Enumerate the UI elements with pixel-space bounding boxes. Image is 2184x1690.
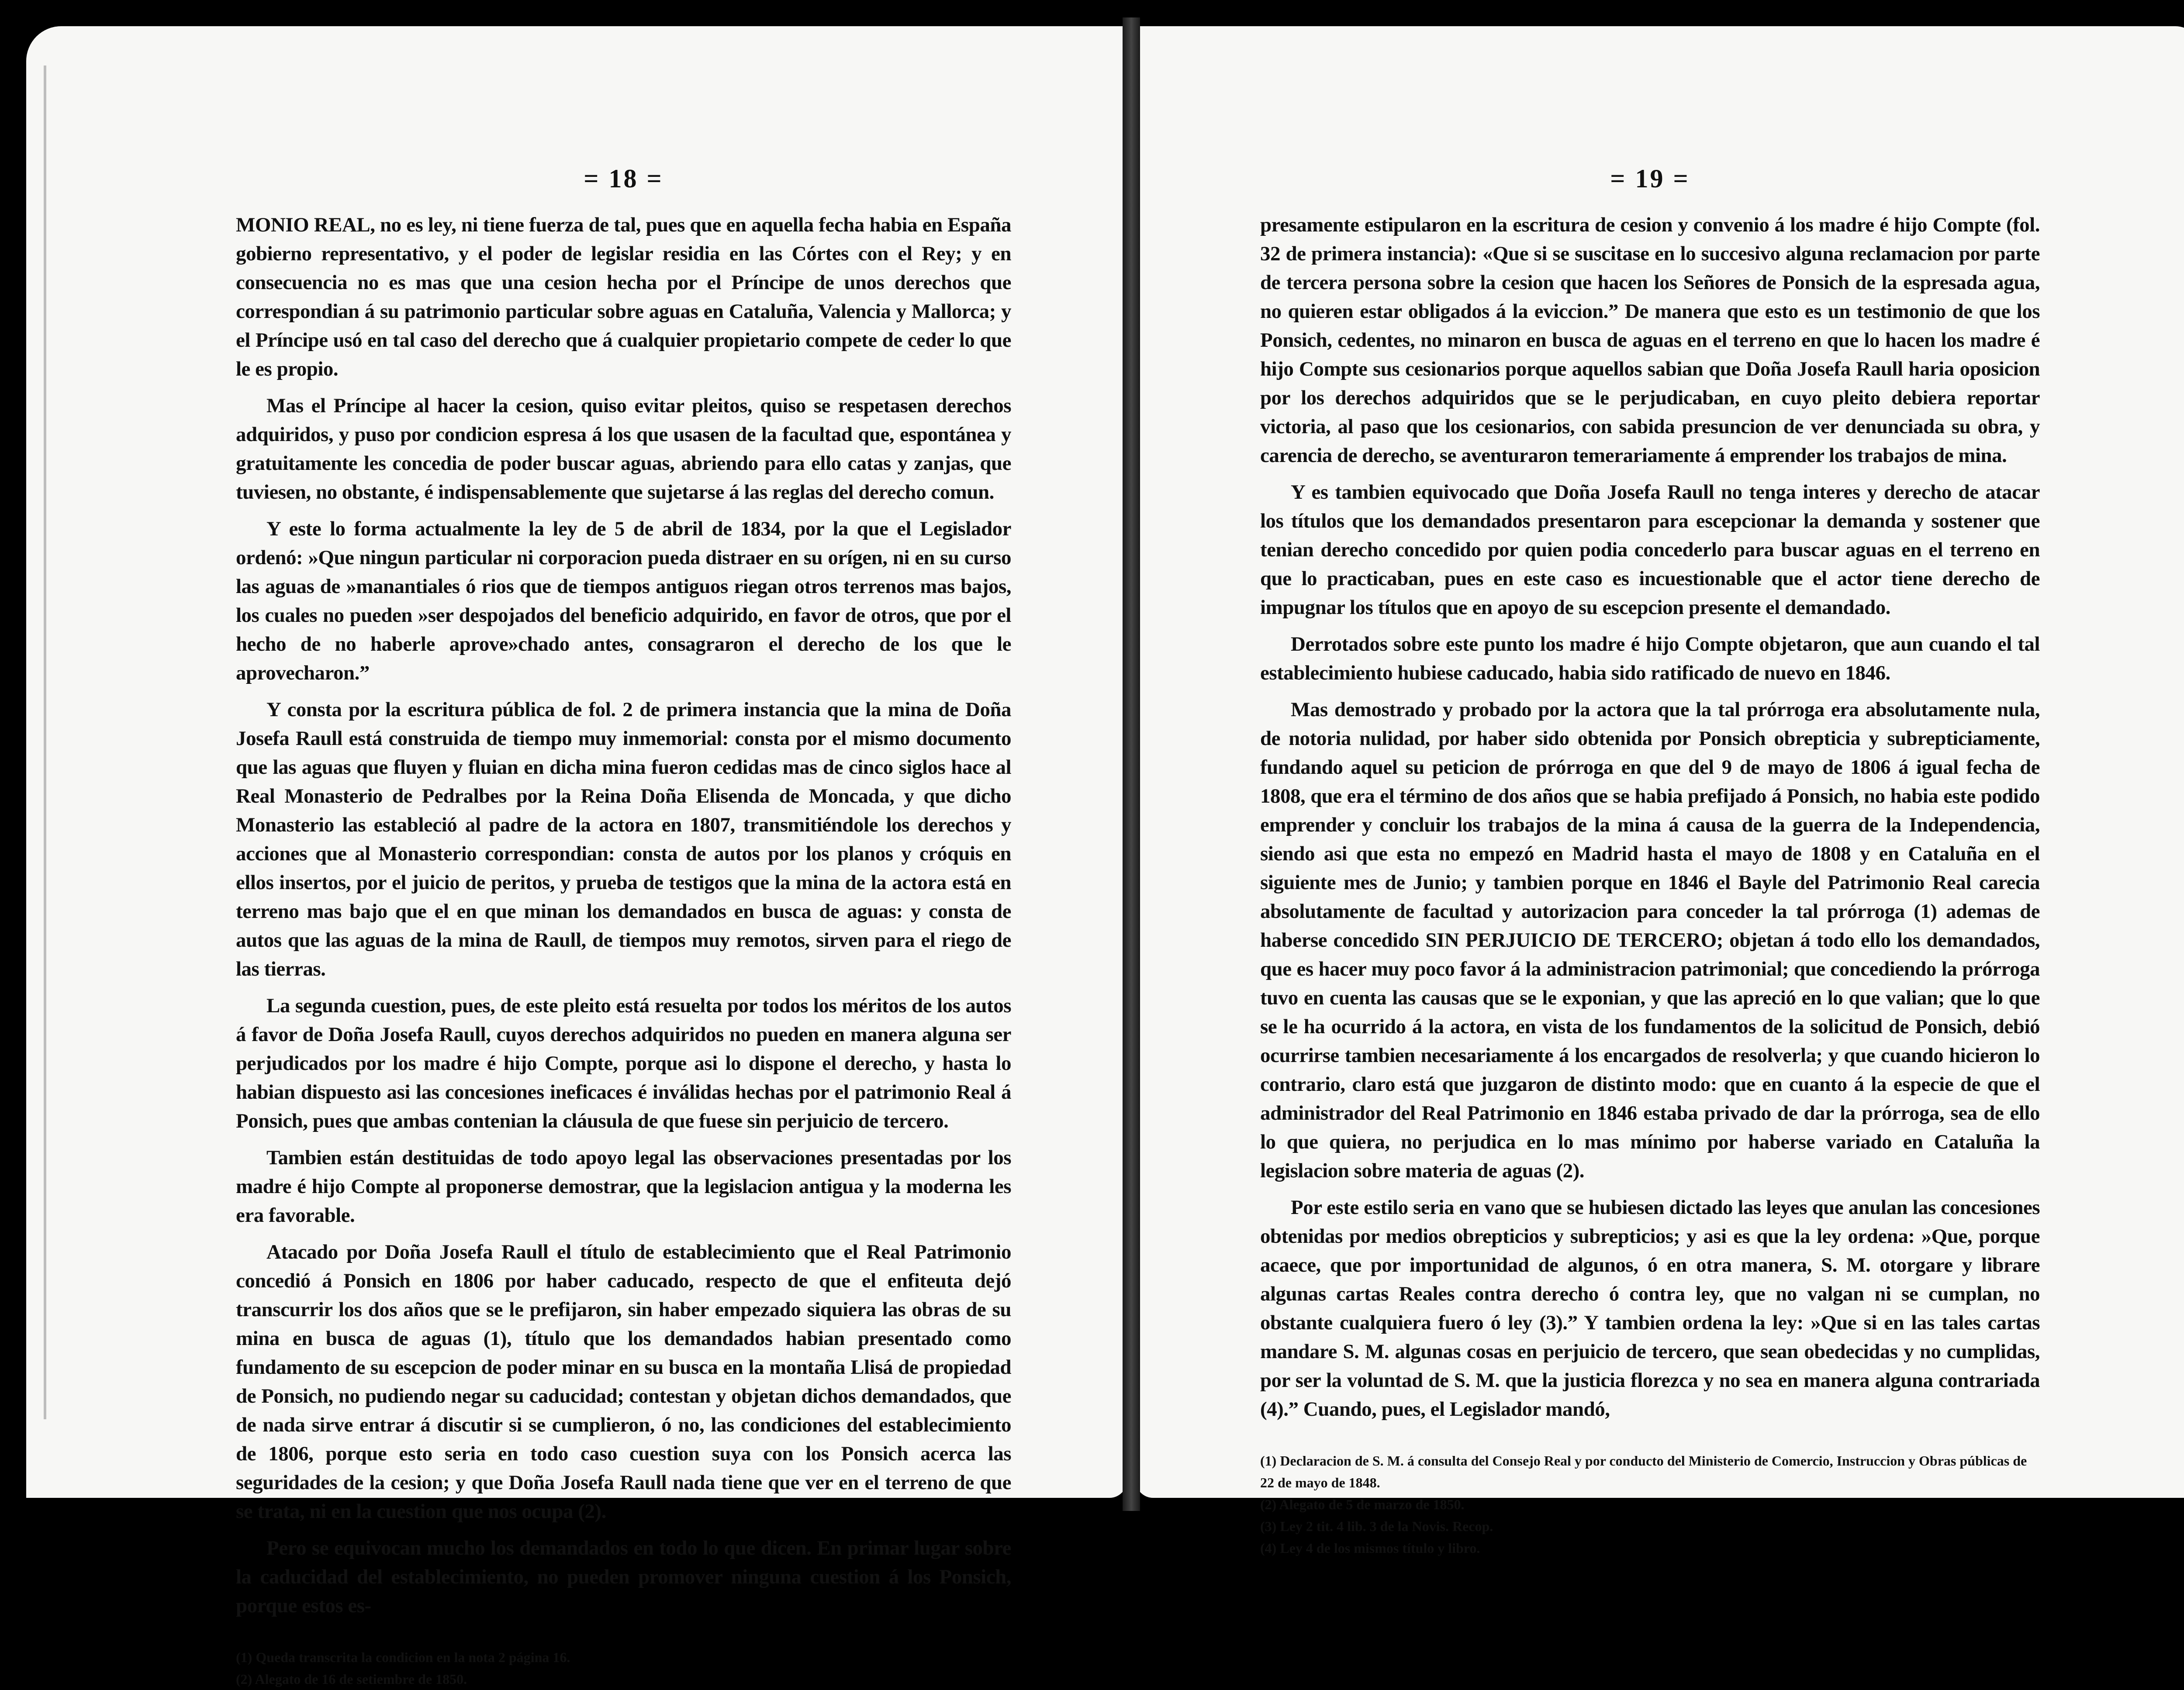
paragraph: Tambien están destituidas de todo apoyo legal las observaciones presentadas por los madre é hijo Compte al proponerse demostrar, que la legislacion antigua y la moderna les era favorable. bbox=[236, 1146, 1011, 1227]
footnotes bbox=[1260, 1450, 2040, 1559]
paragraph: Atacado por Doña Josefa Raull el título de establecimiento que el Real Patrimonio concedió á Ponsich en 1806 por haber caducado, respecto de que el enfiteuta dejó transcurrir los dos años que se le prefijaron, sin haber empezado siquiera las obras de su mina en busca de aguas (1), título que los demandados habian presentado como fundamento de su escepcion de poder minar en su busca en la montaña Llisá de propiedad de Ponsich, no pudiendo negar su caducidad; contestan y objetan dichos demandados, que de nada sirve entrar á discutir si se cumplieron, ó no, las condiciones del establecimiento de 1806, porque esto seria en todo caso cuestion suya con los Ponsich acerca las seguridades de la cesion; y que Doña Josefa Raull nada tiene que ver en el terreno de que se trata, ni en la cuestion que nos ocupa (2). bbox=[236, 1241, 1011, 1523]
footnote: (1) Declaracion de S. M. á consulta del Consejo Real y por conducto del Ministerio de Comercio, Instruccion y Obras públicas de 22 de mayo de 1848. bbox=[1260, 1453, 2027, 1490]
paragraph: Pero se equivocan mucho los demandados en todo lo que dicen. En primar lugar sobre la caducidad del establecimiento, no pueden promover ninguna cuestion á los Ponsich, porque estos es- bbox=[236, 1537, 1011, 1617]
right-page bbox=[1260, 164, 2040, 1559]
right-page-edge bbox=[2180, 87, 2184, 1376]
paragraph: Mas el Príncipe al hacer la cesion, quiso evitar pleitos, quiso se respetasen derechos adquiridos, y puso por condicion espresa á los que usasen de la facultad que, espontánea y gratuitamente les concedia de poder buscar aguas, abriendo para ello catas y zanjas, que tuviesen, no obstante, é indispensablemente que sujetarse á las reglas del derecho comun. bbox=[236, 394, 1011, 504]
paragraph: Y es tambien equivocado que Doña Josefa Raull no tenga interes y derecho de atacar los títulos que los demandados presentaron para escepcionar la demanda y sostener que tenian derecho concedido por quien podia concederlo para buscar aguas en el terreno en que lo practicaban, pues en este caso es incuestionable que el actor tiene derecho de impugnar los títulos que en apoyo de su escepcion presente el demandado. bbox=[1260, 481, 2040, 619]
left-page-edge bbox=[44, 66, 73, 1419]
left-page bbox=[236, 164, 1011, 1690]
footnote: (4) Ley 4 de los mismos título y libro. bbox=[1260, 1540, 1480, 1556]
page-body bbox=[1260, 210, 2040, 1424]
book-gutter bbox=[1123, 17, 1140, 1511]
footnote: (3) Ley 2 tit. 4 lib. 3 de la Novis. Recop. bbox=[1260, 1518, 1493, 1534]
page-number: = 19 = bbox=[1610, 164, 1690, 193]
footnote: (2) Alegato de 5 de marzo de 1850. bbox=[1260, 1497, 1465, 1512]
page-body bbox=[236, 210, 1011, 1620]
paragraph: Mas demostrado y probado por la actora que la tal prórroga era absolutamente nula, de notoria nulidad, por haber sido obtenida por Ponsich obrepticia y subrepticiamente, fundando aquel su peticion de prórroga en que del 9 de mayo de 1806 á igual fecha de 1808, que era el término de dos años que se habia prefijado á Ponsich, no habia este podido emprender y concluir los trabajos de la mina á causa de la guerra de la Independencia, siendo asi que esta no empezó en Madrid hasta el mayo de 1808 y en Cataluña en el siguiente mes de Junio; y tambien porque en 1846 el Bayle del Patrimonio Real carecia absolutamente de facultad y autorizacion para conceder la tal prórroga (1) ademas de haberse concedido SIN PERJUICIO DE TERCERO; objetan á todo ello los demandados, que es hacer muy poco favor á la administracion patrimonial; que concediendo la prórroga tuvo en cuenta las causas que se le exponian, y que las apreció en lo que valian; que lo que se le ha ocurrido á la actora, en vista de los fundamentos de la solicitud de Ponsich, debió ocurrirse tambien necesariamente á los encargados de resolverla; y que cuando hicieron lo contrario, claro está que juzgaron de distinto modo: que en cuanto á la especie de que el administrador del Real Patrimonio en 1846 estaba privado de dar la prórroga, sea de ello lo que quiera, no perjudica en lo mas mínimo por haberse variado en Cataluña la legislacion sobre materia de aguas (2). bbox=[1260, 698, 2040, 1182]
footnotes bbox=[236, 1646, 1011, 1690]
footnote: (1) Queda transcrita la condicion en la nota 2 página 16. bbox=[236, 1649, 570, 1665]
paragraph: presamente estipularon en la escritura de cesion y convenio á los madre é hijo Compte (fol. 32 de primera instancia): «Que si se suscitase en lo succesivo alguna reclamacion por parte de tercera persona sobre la cesion que hacen los Señores de Ponsich de la espresada agua, no quieren estar obligados á la eviccion.” De manera que esto es un testimonio de que los Ponsich, cedentes, no minaron en busca de aguas en el terreno en que lo hacen los madre é hijo Compte sus cesionarios porque aquellos sabian que Doña Josefa Raull haria oposicion por los derechos adquiridos que se le perjudicaban, en cuyo pleito debiera reportar victoria, al paso que los cesionarios, con sabida presuncion de ver denunciada su obra, y carencia de derecho, se aventuraron temerariamente á emprender los trabajos de mina. bbox=[1260, 214, 2040, 467]
paragraph: Y consta por la escritura pública de fol. 2 de primera instancia que la mina de Doña Josefa Raull está construida de tiempo muy inmemorial: consta por el mismo documento que las aguas que fluyen y fluian en dicha mina fueron cedidas mas de cinco siglos hace al Real Monasterio de Pedralbes por la Reina Doña Elisenda de Moncada, y que dicho Monasterio las estableció al padre de la actora en 1807, transmitiéndole los derechos y acciones que al Monasterio correspondian: consta de autos por los planos y cróquis en ellos insertos, por el juicio de peritos, y prueba de testigos que la mina de la actora está en terreno mas bajo que el en que minan los demandados en busca de aguas: y consta de autos que las aguas de la mina de Raull, de tiempos muy remotos, sirven para el riego de las tierras. bbox=[236, 698, 1011, 980]
paragraph: Por este estilo seria en vano que se hubiesen dictado las leyes que anulan las concesiones obtenidas por medios obrepticios y subrepticios; y asi es que la ley ordena: »Que, porque acaece, que por importunidad de algunos, ó en otra manera, S. M. otorgare y librare algunas cartas Reales contra derecho ó contra ley, que no valgan ni se cumplan, no obstante cualquiera fuero ó ley (3).” Y tambien ordena la ley: »Que si en las tales cartas mandare S. M. algunas cosas en perjuicio de tercero, que sean obedecidas y no cumplidas, por ser la voluntad de S. M. que la justicia florezca y no sea en manera alguna contrariada (4).” Cuando, pues, el Legislador mandó, bbox=[1260, 1196, 2040, 1421]
paragraph: Y este lo forma actualmente la ley de 5 de abril de 1834, por la que el Legislador ordenó: »Que ningun particular ni corporacion pueda distraer en su orígen, ni en su curso las aguas de »manantiales ó rios que de tiempos antiguos riegan otros terrenos mas bajos, los cuales no pueden »ser despojados del beneficio adquirido, en favor de otros, que por el hecho de no haberle aprove»chado antes, consagraron el derecho de los que le aprovecharon.” bbox=[236, 517, 1011, 684]
page-number: = 18 = bbox=[584, 164, 663, 193]
paragraph: Derrotados sobre este punto los madre é hijo Compte objetaron, que aun cuando el tal establecimiento hubiese caducado, habia sido ratificado de nuevo en 1846. bbox=[1260, 633, 2040, 684]
footnote: (2) Alegato de 16 de setiembre de 1850. bbox=[236, 1671, 467, 1687]
paragraph: La segunda cuestion, pues, de este pleito está resuelta por todos los méritos de los autos á favor de Doña Josefa Raull, cuyos derechos adquiridos no pueden en manera alguna ser perjudicados por los madre é hijo Compte, porque asi lo dispone el derecho, y hasta lo habian dispuesto asi las concesiones ineficaces é inválidas hechas por el patrimonio Real á Ponsich, pues que ambas contenian la cláusula de que fuese sin perjuicio de tercero. bbox=[236, 994, 1011, 1132]
paragraph: MONIO REAL, no es ley, ni tiene fuerza de tal, pues que en aquella fecha habia en España gobierno representativo, y el poder de legislar residia en las Córtes con el Rey; y en consecuencia no es mas que una cesion hecha por el Príncipe de unos derechos que correspondian á su patrimonio particular sobre aguas en Cataluña, Valencia y Mallorca; y el Príncipe usó en tal caso del derecho que á cualquier propietario compete de ceder lo que le es propio. bbox=[236, 214, 1011, 380]
